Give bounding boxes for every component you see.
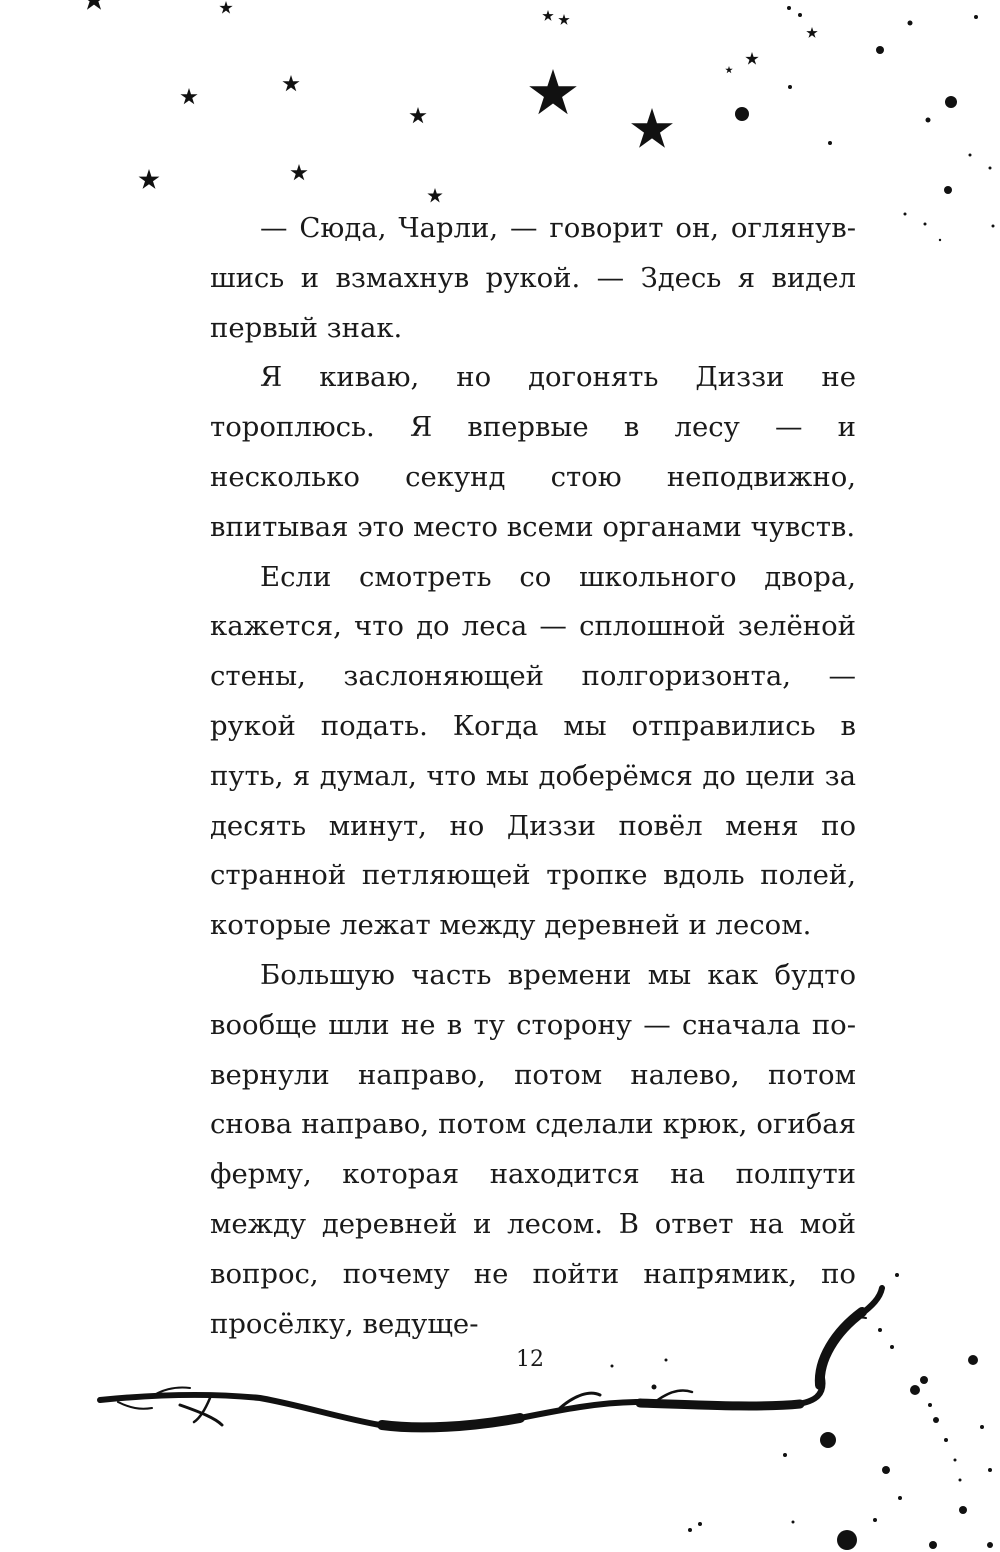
paragraph: Я киваю, но догонять Диззи не тороплюсь. Я впервые в лесу — и несколько секунд стою неподвижно, впитывая это место всеми органами чувств. <box>210 361 856 543</box>
star-icons <box>83 0 818 202</box>
paragraph: Большую часть времени мы как будто вообще шли не в ту сторону — сначала повернули направо, потом налево, потом снова направо, потом сделали крюк, огибая ферму, которая находится на полпути между деревней и лесом. В ответ на мой вопрос, почему не пойти напрямик, по просёлку, ведуще- <box>210 958 856 1340</box>
body-text <box>210 204 856 1349</box>
paragraph: — Сюда, Чарли, — говорит он, оглянувшись и взмахнув рукой. — Здесь я видел первый знак. <box>210 212 856 344</box>
paragraph: Если смотреть со школьного двора, кажется, что до леса — сплошной зелёной стены, заслоняющей полгоризонта, — рукой подать. Когда мы отправились в путь, я думал, что мы доберёмся до цели за десять минут, но Диззи повёл меня по странной петляющей тропке вдоль полей, которые лежат между деревней и лесом. <box>210 560 856 942</box>
page-number: 12 <box>516 1347 544 1372</box>
